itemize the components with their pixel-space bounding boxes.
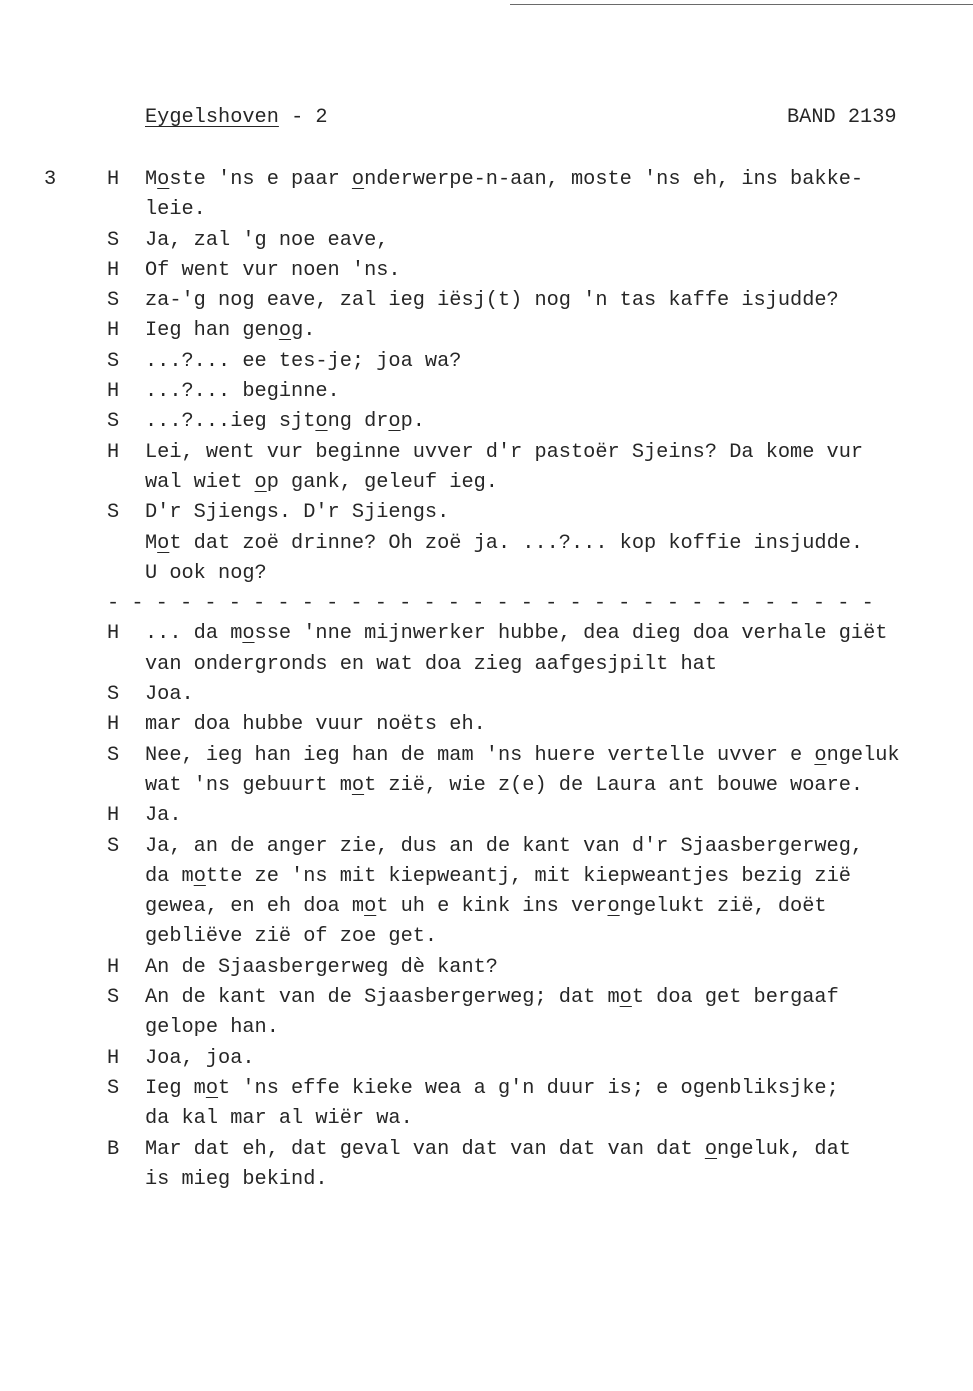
speaker-label: B: [107, 1137, 120, 1161]
speaker-label: H: [107, 713, 120, 737]
speaker-label: S: [107, 228, 120, 252]
stressed-vowel: o: [193, 864, 206, 888]
transcript-line: [0, 286, 973, 316]
speaker-label: S: [107, 410, 120, 434]
stressed-vowel: o: [205, 1076, 219, 1100]
text-segment: ... da m: [145, 622, 243, 646]
utterance-text: [145, 1013, 279, 1043]
text-segment: An de kant van de Sjaasbergerweg; dat m: [145, 986, 620, 1010]
speaker-label: H: [107, 804, 120, 828]
stressed-vowel: o: [315, 410, 328, 434]
utterance-text: [145, 347, 461, 377]
transcript-line: [0, 195, 973, 225]
transcript-line: [0, 559, 973, 589]
stressed-vowel: o: [242, 622, 255, 646]
utterance-text: [145, 256, 401, 286]
transcript-line: [0, 832, 973, 862]
text-segment: Mar dat eh, dat geval van dat van dat van dat: [145, 1137, 705, 1161]
transcript-line: [0, 165, 973, 195]
utterance-text: [145, 286, 839, 316]
text-segment: Lei, went vur beginne uvver d'r pastoër Sjeins? Da kome vur: [145, 440, 864, 464]
text-segment: Of went vur noen 'ns.: [145, 258, 401, 282]
stressed-vowel: o: [814, 743, 827, 767]
speaker-label: S: [107, 501, 120, 525]
text-segment: gebliëve zië of zoe get.: [145, 925, 438, 949]
transcript-line: [0, 438, 973, 468]
utterance-text: [145, 529, 863, 559]
text-segment: Nee, ieg han ieg han de mam 'ns huere vertelle uvver e: [145, 743, 815, 767]
stressed-vowel: o: [388, 410, 401, 434]
stressed-vowel: o: [278, 319, 292, 343]
utterance-text: [145, 892, 827, 922]
utterance-text: [145, 1104, 413, 1134]
transcript-line: [0, 862, 973, 892]
text-segment: ngelukt zië, doët: [619, 895, 827, 919]
utterance-text: [145, 468, 498, 498]
text-segment: tte ze 'ns mit kiepweantj, mit kiepweantjes bezig zië: [205, 864, 851, 888]
speaker-label: H: [107, 1046, 120, 1070]
stressed-vowel: o: [619, 986, 632, 1010]
text-segment: t 'ns effe kieke wea a g'n duur is; e ogenbliksjke;: [218, 1076, 839, 1100]
dashed-separator: - - - - - - - - - - - - - - - - - - - - - - - - - - - - - - - -: [107, 592, 874, 616]
section-separator: [0, 589, 973, 619]
stressed-vowel: o: [364, 895, 377, 919]
text-segment: za-'g nog eave, zal ieg iësj(t) nog 'n tas kaffe isjudde?: [145, 289, 839, 313]
speaker-label: H: [107, 168, 120, 191]
utterance-text: [145, 438, 863, 468]
text-segment: Joa, joa.: [145, 1046, 255, 1070]
utterance-text: [145, 680, 194, 710]
text-segment: gewea, en eh doa m: [145, 895, 365, 919]
transcript-line: [0, 1104, 973, 1134]
text-segment: g.: [291, 319, 316, 343]
text-segment: U ook nog?: [145, 561, 267, 585]
utterance-text: [145, 1074, 839, 1104]
transcript-line: [0, 377, 973, 407]
transcript-line: [0, 741, 973, 771]
text-segment: nderwerpe-n-aan, moste 'ns eh, ins bakke-: [364, 168, 864, 191]
text-segment: p gank, geleuf ieg.: [266, 470, 498, 494]
transcript-line: [0, 1013, 973, 1043]
utterance-text: [145, 710, 486, 740]
text-segment: Ja.: [145, 804, 182, 828]
transcript-line: [0, 771, 973, 801]
transcript-line: [0, 922, 973, 952]
transcript-line: [0, 1074, 973, 1104]
text-segment: Joa.: [145, 683, 194, 707]
speaker-label: H: [107, 440, 120, 464]
transcript-line: [0, 316, 973, 346]
speaker-label: S: [107, 683, 120, 707]
text-segment: t zië, wie z(e) de Laura ant bouwe woare.: [364, 773, 864, 797]
text-segment: da m: [145, 864, 194, 888]
utterance-text: [145, 195, 206, 225]
utterance-text: [145, 771, 863, 801]
utterance-text: [145, 377, 340, 407]
text-segment: ...?... ee tes-je; joa wa?: [145, 349, 462, 373]
page-edge-line: [510, 4, 973, 5]
speaker-label: H: [107, 380, 120, 404]
text-segment: M: [145, 168, 158, 191]
transcript-line: [0, 498, 973, 528]
utterance-text: [145, 165, 863, 195]
stressed-vowel: o: [607, 895, 620, 919]
stressed-vowel: o: [157, 531, 170, 555]
text-segment: sse 'nne mijnwerker hubbe, dea dieg doa verhale giët: [254, 622, 888, 646]
transcript-line: [0, 650, 973, 680]
transcript-line: [0, 801, 973, 831]
text-segment: ...?... beginne.: [145, 380, 340, 404]
stressed-vowel: o: [351, 773, 365, 797]
stressed-vowel: o: [704, 1137, 718, 1161]
stressed-vowel: o: [157, 168, 170, 191]
speaker-label: H: [107, 319, 120, 343]
transcript-line: [0, 680, 973, 710]
text-segment: An de Sjaasbergerweg dè kant?: [145, 955, 498, 979]
text-segment: ngeluk: [826, 743, 900, 767]
utterance-text: [145, 650, 717, 680]
text-segment: Ieg han gen: [145, 319, 279, 343]
text-segment: mar doa hubbe vuur noëts eh.: [145, 713, 486, 737]
stressed-vowel: o: [254, 470, 267, 494]
text-segment: D'r Sjiengs. D'r Sjiengs.: [145, 501, 450, 525]
utterance-text: [145, 1135, 851, 1165]
stressed-vowel: o: [351, 168, 365, 191]
text-segment: Ieg m: [145, 1076, 206, 1100]
text-segment: wat 'ns gebuurt m: [145, 773, 352, 797]
speaker-label: S: [107, 986, 120, 1010]
speaker-label: H: [107, 955, 120, 979]
speaker-label: S: [107, 743, 120, 767]
speaker-label: S: [107, 834, 120, 858]
speaker-label: H: [107, 258, 120, 282]
transcript-line: [0, 226, 973, 256]
transcript-line: [0, 1135, 973, 1165]
utterance-text: [145, 316, 315, 346]
transcript-line: [0, 1165, 973, 1195]
utterance-text: [145, 498, 449, 528]
text-segment: gelope han.: [145, 1016, 279, 1040]
transcript-body: [0, 165, 973, 1195]
text-segment: wal wiet: [145, 470, 255, 494]
speaker-label: H: [107, 622, 120, 646]
text-segment: ste 'ns e paar: [169, 168, 352, 191]
text-segment: Ja, zal 'g noe eave,: [145, 228, 389, 252]
utterance-text: [145, 741, 900, 771]
utterance-text: [145, 922, 437, 952]
utterance-text: [145, 983, 839, 1013]
text-segment: da kal mar al wiër wa.: [145, 1107, 413, 1131]
speaker-label: S: [107, 1076, 120, 1100]
band-label: BAND 2139: [787, 106, 897, 129]
transcript-line: [0, 407, 973, 437]
text-segment: p.: [400, 410, 425, 434]
text-segment: t dat zoë drinne? Oh zoë ja. ...?... kop koffie insjudde.: [169, 531, 864, 555]
utterance-text: [145, 407, 425, 437]
transcript-line: [0, 892, 973, 922]
transcript-line: [0, 710, 973, 740]
text-segment: leie.: [145, 198, 206, 222]
text-segment: van ondergronds en wat doa zieg aafgesjpilt hat: [145, 652, 718, 676]
transcript-line: [0, 468, 973, 498]
speaker-label: S: [107, 349, 120, 373]
utterance-text: [145, 832, 863, 862]
text-segment: Ja, an de anger zie, dus an de kant van d'r Sjaasbergerweg,: [145, 834, 864, 858]
transcript-line: [0, 953, 973, 983]
text-segment: M: [145, 531, 158, 555]
text-segment: ...?...ieg sjt: [145, 410, 316, 434]
transcript-line: [0, 619, 973, 649]
place-name: Eygelshoven: [145, 106, 279, 129]
utterance-text: [145, 226, 388, 256]
utterance-text: [145, 1044, 255, 1074]
text-segment: ng dr: [327, 410, 389, 434]
text-segment: t doa get bergaaf: [631, 986, 839, 1010]
utterance-text: [145, 559, 267, 589]
utterance-text: [145, 1165, 328, 1195]
transcript-line: [0, 529, 973, 559]
text-segment: t uh e kink ins ver: [376, 895, 608, 919]
utterance-text: [145, 801, 182, 831]
document-header-left: [145, 103, 328, 133]
transcript-line: [0, 1044, 973, 1074]
transcript-line: [0, 347, 973, 377]
margin-number: 3: [44, 168, 57, 191]
utterance-text: [145, 953, 498, 983]
text-segment: ngeluk, dat: [717, 1137, 851, 1161]
utterance-text: [145, 619, 887, 649]
text-segment: is mieg bekind.: [145, 1167, 328, 1191]
page-number: - 2: [291, 106, 328, 129]
transcript-line: [0, 983, 973, 1013]
utterance-text: [145, 862, 851, 892]
speaker-label: S: [107, 289, 120, 313]
transcript-line: [0, 256, 973, 286]
